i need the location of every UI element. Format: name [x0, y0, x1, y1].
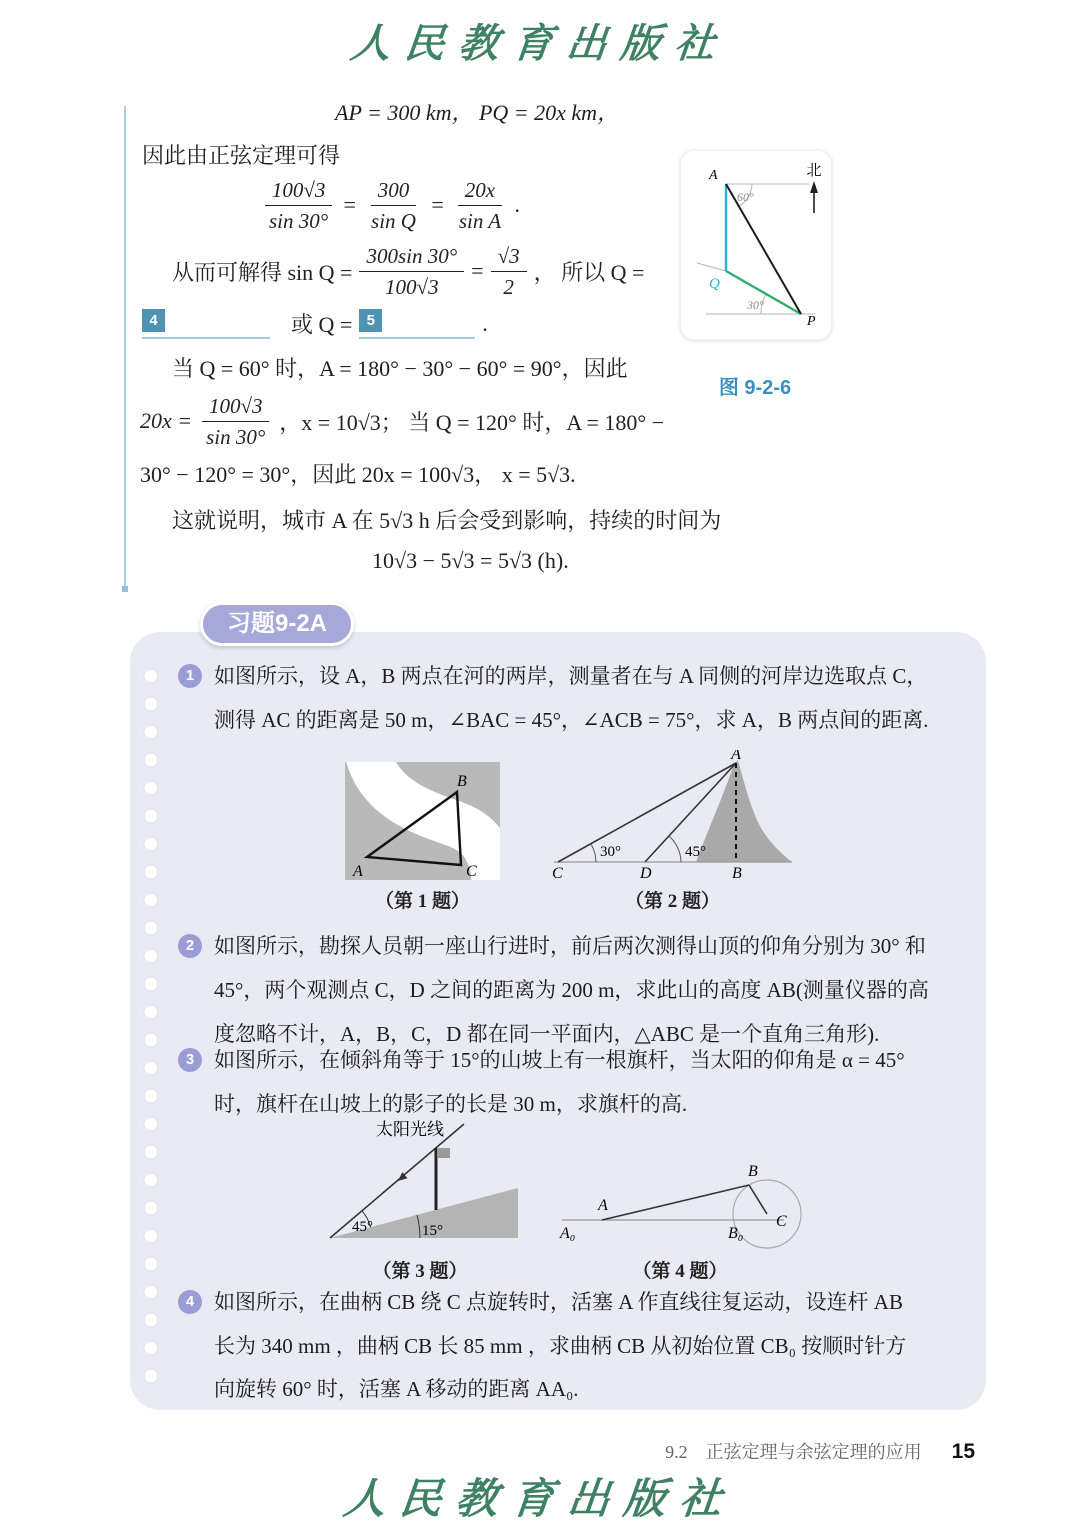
- fig4-point-B0: B₀: [728, 1225, 744, 1242]
- fraction: $\frac{100√3}{\sin 30^\circ}$: [199, 392, 272, 451]
- solution-line-9: 10√3 − 5√3 = 5√3 (h).: [372, 548, 569, 573]
- fig2-point-A: A: [731, 750, 741, 763]
- angle-30-label: 30°: [747, 298, 764, 312]
- problem-1-figure: [345, 762, 500, 885]
- problem-1-figure-caption: （第 1 题）: [374, 891, 470, 912]
- problem-1-line-1: 如图所示，设 A，B 两点在河的两岸，测量者在与 A 同侧的河岸边选取点 C，: [214, 664, 928, 688]
- solution-margin-dot: [122, 586, 128, 592]
- fig4-point-C: C: [776, 1213, 787, 1230]
- footer-section-title: 9.2 正弦定理与余弦定理的应用: [665, 1442, 922, 1462]
- fraction: $\frac{100√3}{\sin 30^\circ}$: [262, 176, 335, 235]
- problem-1-number: 1: [178, 664, 202, 688]
- footer-page-number: 15: [951, 1440, 975, 1463]
- rod-AB: [602, 1185, 749, 1220]
- fig1-point-A: A: [353, 863, 363, 880]
- problem-2-line-1: 如图所示，勘探人员朝一座山行进时，前后两次测得山顶的仰角分别为 30° 和: [214, 934, 926, 958]
- problem-3-line-1: 如图所示，在倾斜角等于 15°的山坡上有一根旗杆，当太阳的仰角是 α = 45°: [214, 1048, 905, 1072]
- exercise-tab: 习题9-2A: [200, 602, 354, 646]
- fig2-point-D: D: [640, 865, 652, 880]
- fraction: $\frac{20x}{\text{sin A}}$: [458, 178, 502, 234]
- crank-BC: [749, 1185, 767, 1214]
- sun-ray-label: 太阳光线: [376, 1120, 444, 1139]
- solution-line-1: AP = 300 km， PQ = 20x km，: [335, 100, 620, 125]
- problem-3-figure: [318, 1118, 533, 1251]
- publisher-logo-top: 人民教育出版社: [348, 21, 732, 66]
- solution-line-4: 4 或 Q = 5 .: [142, 308, 488, 339]
- fig2-point-B: B: [732, 865, 742, 880]
- problem-3-number: 3: [178, 1048, 202, 1072]
- fig4-point-A0: A₀: [560, 1225, 576, 1242]
- point-Q-label: Q: [709, 276, 720, 292]
- problem-2-line-2: 45°，两个观测点 C，D 之间的距离为 200 m，求此山的高度 AB(测量仪器的高: [214, 978, 929, 1002]
- fig1-point-C: C: [466, 863, 477, 880]
- problem-1-line-2: 测得 AC 的距离是 50 m，∠BAC = 45°，∠ACB = 75°，求 A，B 两点间的距离.: [214, 708, 929, 732]
- footer: [560, 1438, 975, 1464]
- publisher-logo-bottom: 人民教育出版社: [341, 1477, 739, 1523]
- problem-2-line-3: 度忽略不计，A，B，C，D 都在同一平面内，△ABC 是一个直角三角形).: [214, 1022, 880, 1046]
- answer-blank-5: [359, 309, 475, 339]
- point-A-label: A: [709, 168, 718, 183]
- problem-3-figure-caption: （第 3 题）: [372, 1261, 468, 1282]
- solution-line-3: 从而可解得 sin Q = $\frac{300\sin 30^\circ}{100√3}$ = $\frac{√3}{2}$ ， 所以 Q =: [172, 244, 645, 300]
- solution-line-2: 因此由正弦定理可得: [142, 143, 341, 168]
- fig3-angle-15: 15°: [422, 1223, 443, 1239]
- problem-4-line-1: 如图所示，在曲柄 CB 绕 C 点旋转时，活塞 A 作直线往复运动，设连杆 AB: [214, 1290, 903, 1314]
- angle-60-label: 60°: [737, 190, 754, 204]
- solution-line-8: 这就说明，城市 A 在 5√3 h 后会受到影响，持续的时间为: [172, 508, 722, 533]
- solution-line-7: 30° − 120° = 30°，因此 20x = 100√3， x = 5√3.: [140, 462, 576, 487]
- north-label: 北: [806, 163, 822, 179]
- solution-line-5: 当 Q = 60° 时，A = 180° − 30° − 60° = 90°，因此: [172, 356, 628, 381]
- fraction: $\frac{300\sin 30^\circ}{100√3}$: [359, 242, 464, 301]
- fig4-point-A: A: [598, 1197, 608, 1214]
- fig2-angle-45: 45°: [685, 844, 706, 860]
- fraction: $\frac{300}{\text{sin Q}}$: [371, 178, 416, 234]
- problem-2-figure: [548, 750, 796, 885]
- figure-9-2-6-card: [680, 150, 832, 340]
- problem-4-line-2: 长为 340 mm ，曲柄 CB 长 85 mm ，求曲柄 CB 从初始位置 CB₀ 按顺时针方: [214, 1334, 907, 1358]
- fig2-point-C: C: [552, 865, 563, 880]
- blank-number-badge: 5: [359, 309, 382, 332]
- problem-2-number: 2: [178, 934, 202, 958]
- fig1-point-B: B: [457, 773, 467, 790]
- solution-margin-line: [124, 106, 126, 588]
- fraction: $\frac{√3}{2}$: [491, 242, 527, 301]
- flag: [437, 1148, 450, 1158]
- binder-holes: [140, 662, 162, 1388]
- problem-4-number: 4: [178, 1290, 202, 1314]
- problem-4-line-3: 向旋转 60° 时，活塞 A 移动的距离 AA₀.: [214, 1377, 579, 1401]
- fig2-angle-30: 30°: [600, 844, 621, 860]
- solution-formula-1: $\frac{100√3}{\sin 30^\circ}$ = $\frac{300}{\text{sin Q}}$ = $\frac{20x}{\text{sin A}}$ .: [262, 176, 521, 235]
- problem-4-figure-caption: （第 4 题）: [632, 1261, 728, 1282]
- fig4-point-B: B: [748, 1163, 758, 1180]
- figure-9-2-6-caption: 图 9-2-6: [718, 377, 792, 399]
- figure-9-2-6-diagram: [681, 151, 831, 339]
- blank-number-badge: 4: [142, 309, 165, 332]
- problem-3-line-2: 时，旗杆在山坡上的影子的长是 30 m，求旗杆的高.: [214, 1092, 688, 1116]
- fig3-angle-45: 45°: [352, 1219, 373, 1235]
- problem-2-figure-caption: （第 2 题）: [624, 891, 720, 912]
- problem-4-figure: [552, 1162, 812, 1267]
- point-P-label: P: [807, 314, 816, 329]
- solution-line-6: 20x = $\frac{100√3}{\sin 30^\circ}$ ，x = 10√3； 当 Q = 120° 时，A = 180° −: [140, 394, 665, 450]
- answer-blank-4: [142, 309, 270, 339]
